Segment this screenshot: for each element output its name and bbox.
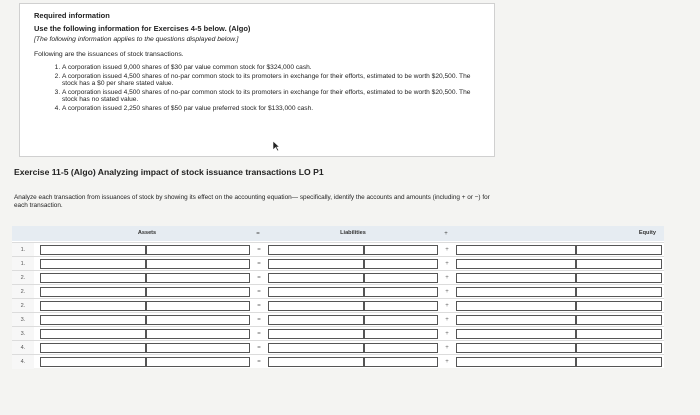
equals-symbol: =: [257, 289, 261, 295]
plus-symbol: +: [445, 261, 449, 267]
equity-amount-field[interactable]: [576, 245, 662, 255]
transaction-item-3: 3. A corporation issued 4,500 shares of no-par common stock to its promoters in exchange for their efforts, estimated to be worth $20,500. The stock has no stated value.: [62, 89, 480, 104]
asset-account-field[interactable]: [40, 245, 146, 255]
asset-amount-field[interactable]: [146, 273, 250, 283]
asset-amount-field[interactable]: [146, 259, 250, 269]
asset-amount-field[interactable]: [146, 245, 250, 255]
row-number: 4.: [12, 341, 34, 355]
table-row: [12, 284, 664, 299]
transaction-item-1: 1. A corporation issued 9,000 shares of $30 par value common stock for $324,000 cash.: [62, 64, 480, 72]
row-number: 2.: [12, 285, 34, 299]
table-row: [12, 256, 664, 271]
liabilities-header: Liabilities: [340, 230, 366, 236]
equals-symbol: =: [257, 331, 261, 337]
row-number: 2.: [12, 299, 34, 313]
liability-amount-field[interactable]: [364, 357, 438, 367]
liability-account-field[interactable]: [268, 343, 364, 353]
equity-account-field[interactable]: [456, 273, 576, 283]
liability-account-field[interactable]: [268, 357, 364, 367]
liability-account-field[interactable]: [268, 259, 364, 269]
asset-account-field[interactable]: [40, 357, 146, 367]
exercise-instructions: Analyze each transaction from issuances of stock by showing its effect on the accounting equation— specifically, identify the accounts and amounts (including + or −) for each transaction.: [14, 194, 490, 209]
equals-symbol: =: [257, 359, 261, 365]
liability-amount-field[interactable]: [364, 315, 438, 325]
mouse-pointer-icon: [272, 140, 280, 152]
transaction-item-2: 2. A corporation issued 4,500 shares of no-par common stock to its promoters in exchange for their efforts, estimated to be worth $20,500. The stock has a $0 per share stated value.: [62, 73, 480, 88]
transaction-item-4: 4. A corporation issued 2,250 shares of $50 par value preferred stock for $133,000 cash.: [62, 105, 480, 113]
equity-amount-field[interactable]: [576, 343, 662, 353]
applies-note: [The following information applies to the questions displayed below.]: [34, 36, 239, 43]
equity-amount-field[interactable]: [576, 287, 662, 297]
row-number: 1.: [12, 257, 34, 271]
liability-account-field[interactable]: [268, 273, 364, 283]
table-row: [12, 326, 664, 341]
exercise-title: Exercise 11-5 (Algo) Analyzing impact of stock issuance transactions LO P1: [14, 167, 324, 177]
equity-account-field[interactable]: [456, 315, 576, 325]
asset-amount-field[interactable]: [146, 357, 250, 367]
plus-symbol: +: [445, 345, 449, 351]
table-row: [12, 242, 664, 257]
asset-account-field[interactable]: [40, 287, 146, 297]
equity-amount-field[interactable]: [576, 273, 662, 283]
required-information-heading: Required information: [34, 11, 110, 20]
asset-amount-field[interactable]: [146, 301, 250, 311]
equals-symbol: =: [257, 303, 261, 309]
liability-amount-field[interactable]: [364, 301, 438, 311]
row-number: 3.: [12, 327, 34, 341]
equity-account-field[interactable]: [456, 287, 576, 297]
table-row: [12, 354, 664, 369]
equity-account-field[interactable]: [456, 343, 576, 353]
asset-account-field[interactable]: [40, 301, 146, 311]
liability-account-field[interactable]: [268, 301, 364, 311]
row-number: 2.: [12, 271, 34, 285]
equity-account-field[interactable]: [456, 329, 576, 339]
asset-amount-field[interactable]: [146, 329, 250, 339]
plus-symbol: +: [445, 289, 449, 295]
equity-amount-field[interactable]: [576, 329, 662, 339]
equals-symbol: =: [257, 345, 261, 351]
equals-symbol: =: [257, 247, 261, 253]
plus-symbol: +: [445, 317, 449, 323]
asset-account-field[interactable]: [40, 343, 146, 353]
plus-symbol: +: [445, 275, 449, 281]
liability-amount-field[interactable]: [364, 287, 438, 297]
accounting-equation-table: [12, 226, 664, 368]
instructions-subheading: Use the following information for Exercises 4-5 below. (Algo): [34, 24, 251, 33]
liability-account-field[interactable]: [268, 287, 364, 297]
asset-account-field[interactable]: [40, 315, 146, 325]
plus-symbol: +: [445, 303, 449, 309]
row-number: 1.: [12, 243, 34, 257]
asset-amount-field[interactable]: [146, 287, 250, 297]
equals-symbol: =: [257, 261, 261, 267]
table-row: [12, 312, 664, 327]
equity-amount-field[interactable]: [576, 315, 662, 325]
required-information-panel: [19, 3, 495, 157]
assets-header: Assets: [137, 230, 157, 236]
liability-amount-field[interactable]: [364, 329, 438, 339]
equity-amount-field[interactable]: [576, 259, 662, 269]
equity-amount-field[interactable]: [576, 301, 662, 311]
table-row: [12, 340, 664, 355]
table-row: [12, 298, 664, 313]
equity-account-field[interactable]: [456, 357, 576, 367]
plus-symbol: +: [445, 359, 449, 365]
liability-amount-field[interactable]: [364, 245, 438, 255]
asset-account-field[interactable]: [40, 259, 146, 269]
plus-header-symbol: +: [444, 231, 448, 237]
row-number: 3.: [12, 313, 34, 327]
equity-header: Equity: [638, 230, 656, 236]
table-header-row: [12, 226, 664, 241]
asset-account-field[interactable]: [40, 273, 146, 283]
transaction-list: [34, 64, 480, 113]
equity-amount-field[interactable]: [576, 357, 662, 367]
liability-amount-field[interactable]: [364, 343, 438, 353]
equity-account-field[interactable]: [456, 259, 576, 269]
equity-account-field[interactable]: [456, 301, 576, 311]
asset-account-field[interactable]: [40, 329, 146, 339]
equals-header-symbol: =: [256, 231, 260, 237]
asset-amount-field[interactable]: [146, 315, 250, 325]
table-row: [12, 270, 664, 285]
following-text: Following are the issuances of stock transactions.: [34, 51, 184, 58]
plus-symbol: +: [445, 331, 449, 337]
plus-symbol: +: [445, 247, 449, 253]
liability-amount-field[interactable]: [364, 273, 438, 283]
equity-account-field[interactable]: [456, 245, 576, 255]
equals-symbol: =: [257, 317, 261, 323]
liability-amount-field[interactable]: [364, 259, 438, 269]
row-number: 4.: [12, 355, 34, 369]
liability-account-field[interactable]: [268, 245, 364, 255]
asset-amount-field[interactable]: [146, 343, 250, 353]
equals-symbol: =: [257, 275, 261, 281]
liability-account-field[interactable]: [268, 315, 364, 325]
liability-account-field[interactable]: [268, 329, 364, 339]
